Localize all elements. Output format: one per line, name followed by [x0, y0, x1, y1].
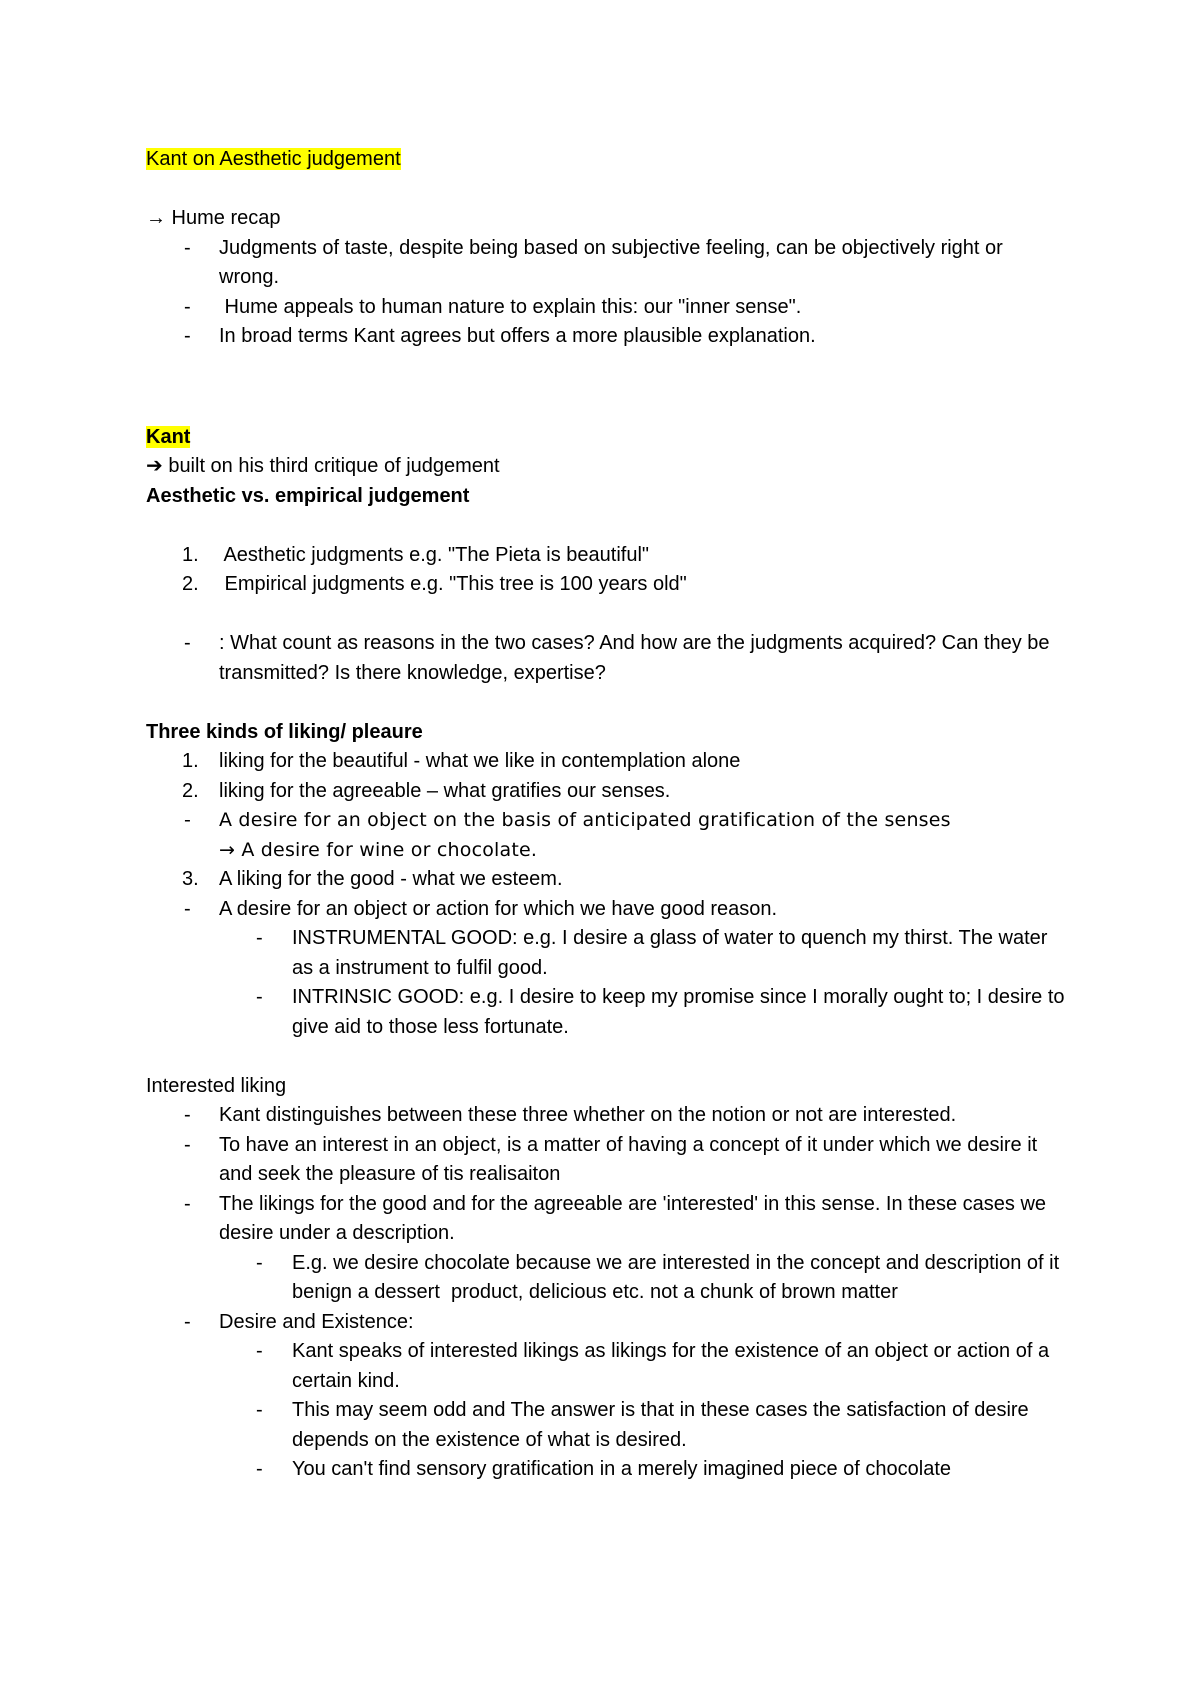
- list-item: - Judgments of taste, despite being based on subjective feeling, can be objectively right or wrong.: [184, 236, 1003, 288]
- sub-list-item: - Kant speaks of interested likings as likings for the existence of an object or action of a certain kind.: [256, 1340, 1050, 1392]
- list-item: - The likings for the good and for the agreeable are 'interested' in this sense. In these cases we desire under a description.: [184, 1192, 1047, 1244]
- kant-subheading: ➔ built on his third critique of judgement: [146, 455, 500, 477]
- hume-recap-heading: → Hume recap: [146, 207, 281, 229]
- sub-list-item: - E.g. we desire chocolate because we are interested in the concept and description of it benign a dessert product, delicious etc. not a chunk of brown matter: [256, 1251, 1065, 1303]
- sub-list-item: - INTRINSIC GOOD: e.g. I desire to keep my promise since I morally ought to; I desire to give aid to those less fortunate.: [256, 986, 1065, 1038]
- list-item: - A desire for an object on the basis of anticipated gratification of the senses → A desire for wine or chocolate.: [184, 809, 951, 861]
- interested-liking-heading: Interested liking: [146, 1074, 287, 1097]
- list-item: - In broad terms Kant agrees but offers a more plausible explanation.: [184, 325, 816, 347]
- numbered-item: 1. Aesthetic judgments e.g. "The Pieta is beautiful": [182, 543, 649, 566]
- document-title: Kant on Aesthetic judgement: [146, 148, 401, 170]
- kant-heading: Kant: [146, 425, 191, 448]
- numbered-item: 2. liking for the agreeable – what gratifies our senses.: [182, 779, 671, 802]
- numbered-item: 2. Empirical judgments e.g. "This tree is 100 years old": [182, 573, 687, 595]
- document-body: [146, 145, 1066, 1485]
- sub-list-item: - INSTRUMENTAL GOOD: e.g. I desire a glass of water to quench my thirst. The water as a instrument to fulfil good.: [256, 927, 1048, 979]
- section-title-three-kinds: Three kinds of liking/ pleaure: [146, 720, 423, 743]
- sub-list-item: - This may seem odd and The answer is that in these cases the satisfaction of desire depends on the existence of what is desired.: [256, 1399, 1029, 1451]
- list-item: - To have an interest in an object, is a matter of having a concept of it under which we desire it and seek the pleasure of tis realisaiton: [184, 1133, 1038, 1185]
- numbered-item: 1. liking for the beautiful - what we like in contemplation alone: [182, 750, 741, 772]
- sub-list-item: - You can't find sensory gratification in a merely imagined piece of chocolate: [256, 1458, 952, 1480]
- section-title-aesthetic-vs-empirical: Aesthetic vs. empirical judgement: [146, 484, 470, 507]
- list-item: - A desire for an object or action for which we have good reason.: [184, 897, 778, 920]
- list-item: - Desire and Existence:: [184, 1310, 414, 1333]
- list-item: - : What count as reasons in the two cases? And how are the judgments acquired? Can they be transmitted? Is there knowledge, expertise?: [184, 632, 1050, 684]
- list-item: - Hume appeals to human nature to explain this: our "inner sense".: [184, 295, 802, 318]
- numbered-item: 3. A liking for the good - what we esteem.: [182, 868, 563, 890]
- list-item: - Kant distinguishes between these three whether on the notion or not are interested.: [184, 1104, 957, 1126]
